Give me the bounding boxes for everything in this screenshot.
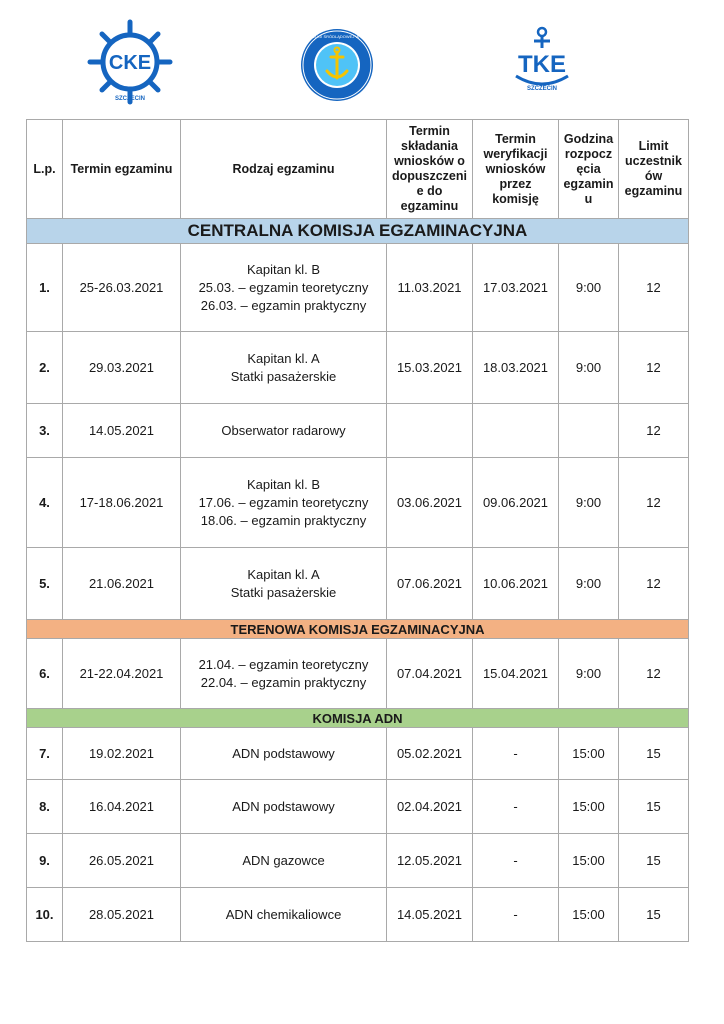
row-number: 9. (27, 834, 63, 888)
exam-type (181, 639, 387, 709)
participant-limit: 15 (619, 834, 689, 888)
application-deadline: 03.06.2021 (387, 458, 473, 548)
participant-limit: 12 (619, 458, 689, 548)
col-header-lp: L.p. (27, 120, 63, 219)
col-header-type: Rodzaj egzaminu (181, 120, 387, 219)
exam-type-line: 26.03. – egzamin praktyczny (200, 297, 367, 313)
row-number: 5. (27, 548, 63, 620)
exam-type-line: Obserwator radarowy (221, 422, 346, 438)
table-row (27, 834, 689, 888)
start-time: 9:00 (559, 458, 619, 548)
exam-type-line: 21.04. – egzamin teoretyczny (198, 656, 369, 672)
application-deadline: 05.02.2021 (387, 728, 473, 780)
section-adn (27, 709, 689, 728)
row-number: 7. (27, 728, 63, 780)
exam-type-line: 22.04. – egzamin praktyczny (200, 674, 367, 690)
participant-limit: 15 (619, 728, 689, 780)
verification-date: 18.03.2021 (473, 332, 559, 404)
verification-date: 09.06.2021 (473, 458, 559, 548)
table-row (27, 639, 689, 709)
application-deadline: 15.03.2021 (387, 332, 473, 404)
exam-type (181, 728, 387, 780)
exam-type (181, 244, 387, 332)
section-regional (27, 620, 689, 639)
exam-type (181, 548, 387, 620)
application-deadline: 14.05.2021 (387, 888, 473, 942)
row-number: 10. (27, 888, 63, 942)
col-header-limit: Limit uczestnik ów egzaminu (619, 120, 689, 219)
exam-type-line: ADN podstawowy (232, 745, 335, 761)
exam-type-line: ADN chemikaliowce (225, 906, 342, 922)
exam-type (181, 332, 387, 404)
tke-logo-sub: SZCZECIN (527, 86, 557, 92)
cke-logo-sub: SZCZECIN (115, 96, 145, 102)
cke-logo (82, 20, 178, 104)
row-number: 2. (27, 332, 63, 404)
row-number: 1. (27, 244, 63, 332)
logo-bar (0, 0, 724, 110)
table-row (27, 548, 689, 620)
participant-limit: 12 (619, 548, 689, 620)
verification-date: 15.04.2021 (473, 639, 559, 709)
exam-type-line: ADN podstawowy (232, 798, 335, 814)
exam-type (181, 458, 387, 548)
exam-schedule-table (26, 119, 689, 942)
application-deadline: 12.05.2021 (387, 834, 473, 888)
participant-limit: 12 (619, 244, 689, 332)
tke-logo-text: TKE (518, 51, 566, 78)
exam-type-line: 18.06. – egzamin praktyczny (200, 512, 367, 528)
exam-type-line: 25.03. – egzamin teoretyczny (198, 279, 369, 295)
section-adn-label: KOMISJA ADN (27, 709, 689, 728)
start-time: 15:00 (559, 888, 619, 942)
table-body (27, 219, 689, 942)
start-time: 9:00 (559, 244, 619, 332)
application-deadline (387, 404, 473, 458)
exam-date: 28.05.2021 (63, 888, 181, 942)
exam-type (181, 888, 387, 942)
row-number: 3. (27, 404, 63, 458)
verification-date (473, 404, 559, 458)
exam-date: 16.04.2021 (63, 780, 181, 834)
application-deadline: 07.06.2021 (387, 548, 473, 620)
application-deadline: 11.03.2021 (387, 244, 473, 332)
verification-date: 10.06.2021 (473, 548, 559, 620)
start-time: 15:00 (559, 780, 619, 834)
start-time: 9:00 (559, 548, 619, 620)
exam-type-line: ADN gazowce (242, 852, 325, 868)
start-time: 15:00 (559, 728, 619, 780)
exam-type-line: Statki pasażerskie (230, 584, 337, 600)
table-row (27, 244, 689, 332)
row-number: 8. (27, 780, 63, 834)
exam-type (181, 780, 387, 834)
tke-logo (508, 26, 576, 98)
exam-type-line: Statki pasażerskie (230, 368, 337, 384)
uzs-seal-logo (289, 28, 385, 102)
section-central (27, 219, 689, 244)
exam-type (181, 834, 387, 888)
row-number: 4. (27, 458, 63, 548)
table-row (27, 458, 689, 548)
participant-limit: 12 (619, 404, 689, 458)
participant-limit: 12 (619, 639, 689, 709)
table-row (27, 728, 689, 780)
table-header-row (27, 120, 689, 219)
participant-limit: 15 (619, 888, 689, 942)
section-central-label: CENTRALNA KOMISJA EGZAMINACYJNA (27, 219, 689, 244)
verification-date: - (473, 834, 559, 888)
table-row (27, 332, 689, 404)
table-row (27, 404, 689, 458)
exam-date: 21-22.04.2021 (63, 639, 181, 709)
exam-date: 25-26.03.2021 (63, 244, 181, 332)
col-header-apply: Termin składania wniosków o dopuszczeni e do egzaminu (387, 120, 473, 219)
table-row (27, 888, 689, 942)
cke-logo-text: CKE (108, 52, 152, 74)
start-time: 9:00 (559, 332, 619, 404)
exam-type (181, 404, 387, 458)
seal-ring-text: URZĄD ŻEGLUGI ŚRÓDLĄDOWEJ W SZCZECINIE (289, 34, 385, 39)
participant-limit: 12 (619, 332, 689, 404)
verification-date: - (473, 888, 559, 942)
col-header-verify: Termin weryfikacji wniosków przez komisję (473, 120, 559, 219)
start-time: 15:00 (559, 834, 619, 888)
start-time (559, 404, 619, 458)
col-header-term: Termin egzaminu (63, 120, 181, 219)
start-time: 9:00 (559, 639, 619, 709)
row-number: 6. (27, 639, 63, 709)
section-regional-label: TERENOWA KOMISJA EGZAMINACYJNA (27, 620, 689, 639)
exam-date: 26.05.2021 (63, 834, 181, 888)
col-header-start: Godzina rozpocz ęcia egzamin u (559, 120, 619, 219)
verification-date: 17.03.2021 (473, 244, 559, 332)
exam-type-line: Kapitan kl. B (247, 476, 320, 492)
exam-date: 21.06.2021 (63, 548, 181, 620)
exam-type-line: 17.06. – egzamin teoretyczny (198, 494, 369, 510)
application-deadline: 07.04.2021 (387, 639, 473, 709)
exam-date: 19.02.2021 (63, 728, 181, 780)
table-row (27, 780, 689, 834)
exam-type-line: Kapitan kl. A (247, 350, 320, 366)
exam-date: 17-18.06.2021 (63, 458, 181, 548)
participant-limit: 15 (619, 780, 689, 834)
application-deadline: 02.04.2021 (387, 780, 473, 834)
exam-date: 14.05.2021 (63, 404, 181, 458)
verification-date: - (473, 728, 559, 780)
exam-date: 29.03.2021 (63, 332, 181, 404)
exam-type-line: Kapitan kl. B (247, 261, 320, 277)
verification-date: - (473, 780, 559, 834)
exam-type-line: Kapitan kl. A (247, 566, 320, 582)
